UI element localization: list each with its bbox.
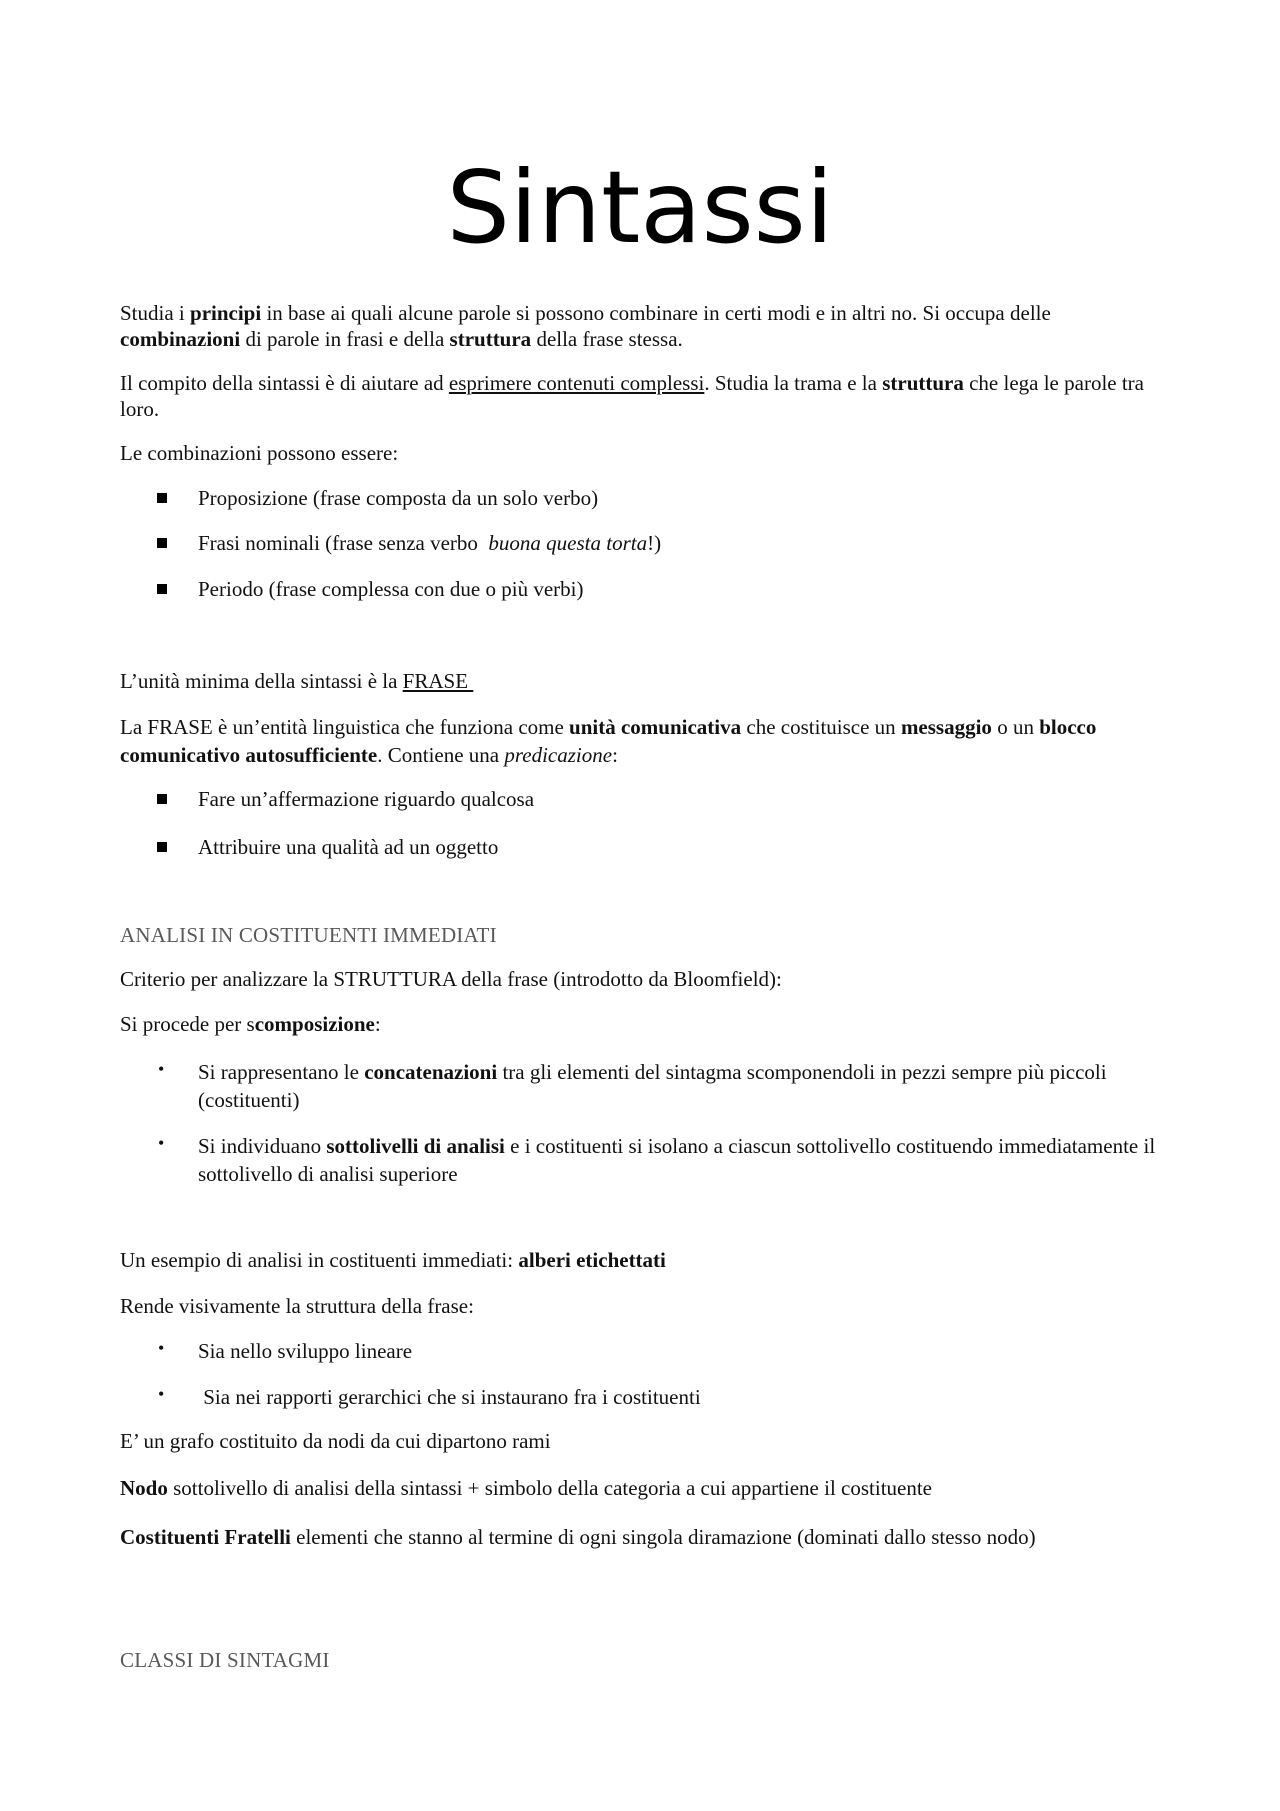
criterio-paragraph: Criterio per analizzare la STRUTTURA della frase (introdotto da Bloomfield): [120, 967, 782, 991]
text: L’unità minima della sintassi è la [120, 669, 403, 693]
text: Si procede per s [120, 1012, 255, 1036]
text: La FRASE è un’entità linguistica che funziona come [120, 715, 570, 739]
text: che costituisce un [741, 715, 901, 739]
italic-text: buona questa torta [488, 531, 648, 555]
section-heading-analisi: ANALISI IN COSTITUENTI IMMEDIATI [120, 923, 497, 947]
esempio-paragraph [120, 1247, 1172, 1273]
section-heading-classi: CLASSI DI SINTAGMI [120, 1648, 330, 1672]
text: di parole in frasi e della [240, 327, 450, 351]
text: Si rappresentano le [198, 1060, 365, 1084]
text: . Contiene una [377, 743, 505, 767]
square-bullet-icon [157, 493, 167, 503]
bold-text: concatenazioni [364, 1060, 498, 1084]
nodo-paragraph [120, 1475, 1172, 1501]
list-item-text: Sia nei rapporti gerarchici che si instaurano fra i costituenti [198, 1385, 701, 1409]
list-item [158, 1058, 1158, 1114]
underlined-text: esprimere contenuti complessi [448, 371, 705, 395]
text: o un [991, 715, 1040, 739]
text: tra gli elementi del sintagma scomponendoli in pezzi sempre più piccoli (costituenti) [198, 1060, 1107, 1112]
bold-text: Nodo [120, 1476, 168, 1500]
dot-bullet-icon: • [158, 1338, 165, 1358]
text: Si individuano [198, 1134, 327, 1158]
bold-text: messaggio [900, 715, 992, 739]
italic-text: predicazione [504, 743, 613, 767]
bold-text: unità comunicativa [569, 715, 742, 739]
text: sottolivello di analisi della sintassi + simbolo della categoria a cui appartiene il costituente [167, 1476, 933, 1500]
square-bullet-icon [157, 794, 167, 804]
list-item-text: Attribuire una qualità ad un oggetto [198, 835, 499, 859]
square-bullet-icon [157, 538, 167, 548]
text: e i costituenti si isolano a ciascun sottolivello costituendo immediatamente il sottolivello di analisi superiore [198, 1134, 1156, 1186]
underlined-text: FRASE [402, 669, 474, 693]
list-item-text: Fare un’affermazione riguardo qualcosa [198, 787, 535, 811]
frase-definition [120, 713, 1172, 769]
bold-text: sottolivelli di analisi [326, 1134, 505, 1158]
bold-text: struttura [882, 371, 964, 395]
text: Frasi nominali (frase senza verbo [198, 531, 489, 555]
text: Il compito della sintassi è di aiutare ad [120, 371, 449, 395]
list-item-text: Sia nello sviluppo lineare [198, 1339, 413, 1363]
dot-bullet-icon: • [158, 1059, 165, 1079]
text: che lega le parole tra loro. [120, 371, 1144, 421]
text: Un esempio di analisi in costituenti immediati: [120, 1248, 519, 1272]
bold-text: Costituenti Fratelli [120, 1525, 291, 1549]
list-item-text [158, 1132, 1158, 1188]
list-item [158, 485, 1158, 511]
list-item [158, 530, 1158, 556]
text: . Studia la trama e la [704, 371, 883, 395]
list-item [158, 1132, 1158, 1188]
list-item [158, 1384, 1158, 1410]
rende-paragraph: Rende visivamente la struttura della frase: [120, 1294, 474, 1318]
text: : [612, 743, 618, 767]
dot-bullet-icon: • [158, 1384, 165, 1404]
intro-paragraph-2 [120, 370, 1172, 422]
list-item-text: Proposizione (frase composta da un solo verbo) [198, 486, 599, 510]
list-item [158, 786, 1158, 812]
text: della frase stessa. [531, 327, 683, 351]
list-item [158, 834, 1158, 860]
list-item-text [158, 530, 1158, 556]
text: Studia i [120, 301, 191, 325]
list-item-text [158, 1058, 1158, 1114]
grafo-paragraph: E’ un grafo costituito da nodi da cui dipartono rami [120, 1429, 551, 1453]
text: : [374, 1012, 381, 1036]
page-title: Sintassi [446, 149, 834, 266]
text: !) [647, 531, 662, 555]
list-item-text: Periodo (frase complessa con due o più verbi) [198, 577, 584, 601]
bold-text: composizione [254, 1012, 375, 1036]
text: elementi che stanno al termine di ogni singola diramazione (dominati dallo stesso nodo) [290, 1525, 1036, 1549]
scomposizione-paragraph [120, 1011, 1172, 1037]
bold-text: combinazioni [120, 327, 241, 351]
list-item [158, 576, 1158, 602]
fratelli-paragraph [120, 1524, 1172, 1550]
bold-text: blocco comunicativo autosufficiente [120, 715, 1097, 767]
bold-text: principi [190, 301, 262, 325]
bold-text: struttura [449, 327, 532, 351]
bold-text: alberi etichettati [518, 1248, 666, 1272]
square-bullet-icon [157, 584, 167, 594]
dot-bullet-icon: • [158, 1133, 165, 1153]
intro-paragraph-1 [120, 300, 1172, 352]
unita-minima [120, 668, 1172, 694]
list-item [158, 1338, 1158, 1364]
combinazioni-intro: Le combinazioni possono essere: [120, 441, 399, 465]
text: in base ai quali alcune parole si possono combinare in certi modi e in altri no. Si occupa delle [261, 301, 1051, 325]
square-bullet-icon [157, 842, 167, 852]
